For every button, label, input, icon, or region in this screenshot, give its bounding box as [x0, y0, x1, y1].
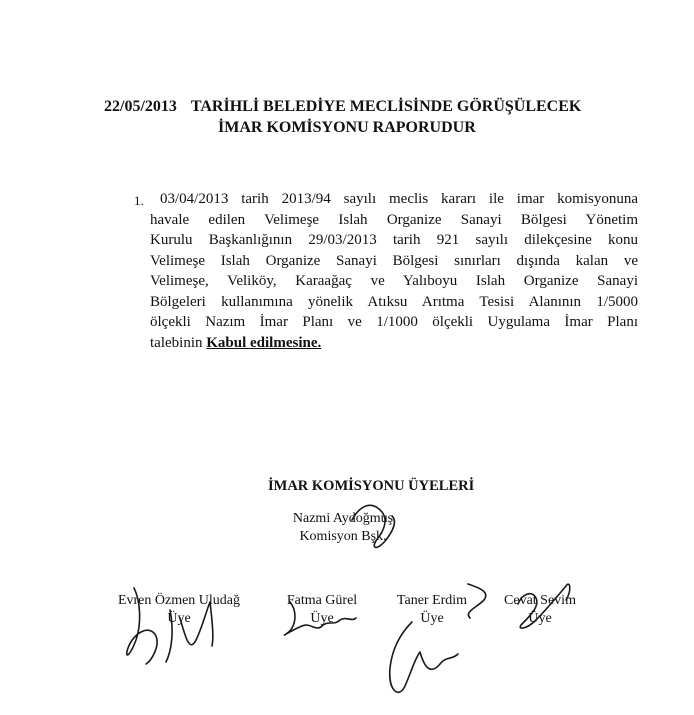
item-last-line [150, 333, 638, 354]
member-role: Üye [528, 611, 552, 626]
item-line: ölçekli Nazım İmar Planı ve 1/1000 ölçekli Uygulama İmar Planı [150, 314, 638, 330]
title-line-2: İMAR KOMİSYONU RAPORUDUR [218, 119, 476, 136]
member-role: Üye [420, 611, 444, 626]
chair-role: Komisyon Bşk. [299, 529, 387, 544]
member-name: Evren Özmen Uludağ [117, 593, 241, 608]
item-line: Velimeşe, Veliköy, Karaağaç ve Yalıboyu Islah Organize Sanayi [150, 273, 638, 289]
chair-signature-block [290, 510, 396, 546]
decision-text: Kabul edilmesine. [206, 334, 322, 351]
member-role: Üye [167, 611, 191, 626]
member-name: Taner Erdim [396, 593, 468, 608]
chair-name: Nazmi Aydoğmuş [292, 511, 394, 526]
member-signature-block [114, 592, 244, 628]
item-line: Velimeşe Islah Organize Sanayi Bölgesi sınırları dışında kalan ve [150, 252, 638, 269]
item-line: Kurulu Başkanlığının 29/03/2013 tarih 921 sayılı dilekçesine konu [150, 232, 638, 248]
title-line-1: TARİHLİ BELEDİYE MECLİSİNDE GÖRÜŞÜLECEK [190, 98, 582, 115]
member-signature-block [496, 592, 584, 628]
committee-title: İMAR KOMİSYONU ÜYELERİ [268, 478, 475, 494]
last-line-prefix: talebinin [150, 334, 203, 351]
item-line: havale edilen Velimeşe Islah Organize Sanayi Bölgesi Yönetim [150, 211, 638, 228]
item-number: 1. [134, 193, 144, 208]
member-signature-block [282, 592, 362, 628]
meeting-date: 22/05/2013 [104, 98, 177, 115]
report-title [104, 96, 581, 138]
member-role: Üye [310, 611, 334, 626]
item-text [150, 189, 638, 353]
item-line: 03/04/2013 tarih 2013/94 sayılı meclis kararı ile imar komisyonuna [160, 191, 638, 207]
member-signature-block [388, 592, 476, 628]
member-name: Cevat Sevim [504, 593, 576, 608]
member-name: Fatma Gürel [286, 593, 358, 608]
item-line: Bölgeleri kullanımına yönelik Atıksu Arıtma Tesisi Alanının 1/5000 [150, 293, 638, 310]
